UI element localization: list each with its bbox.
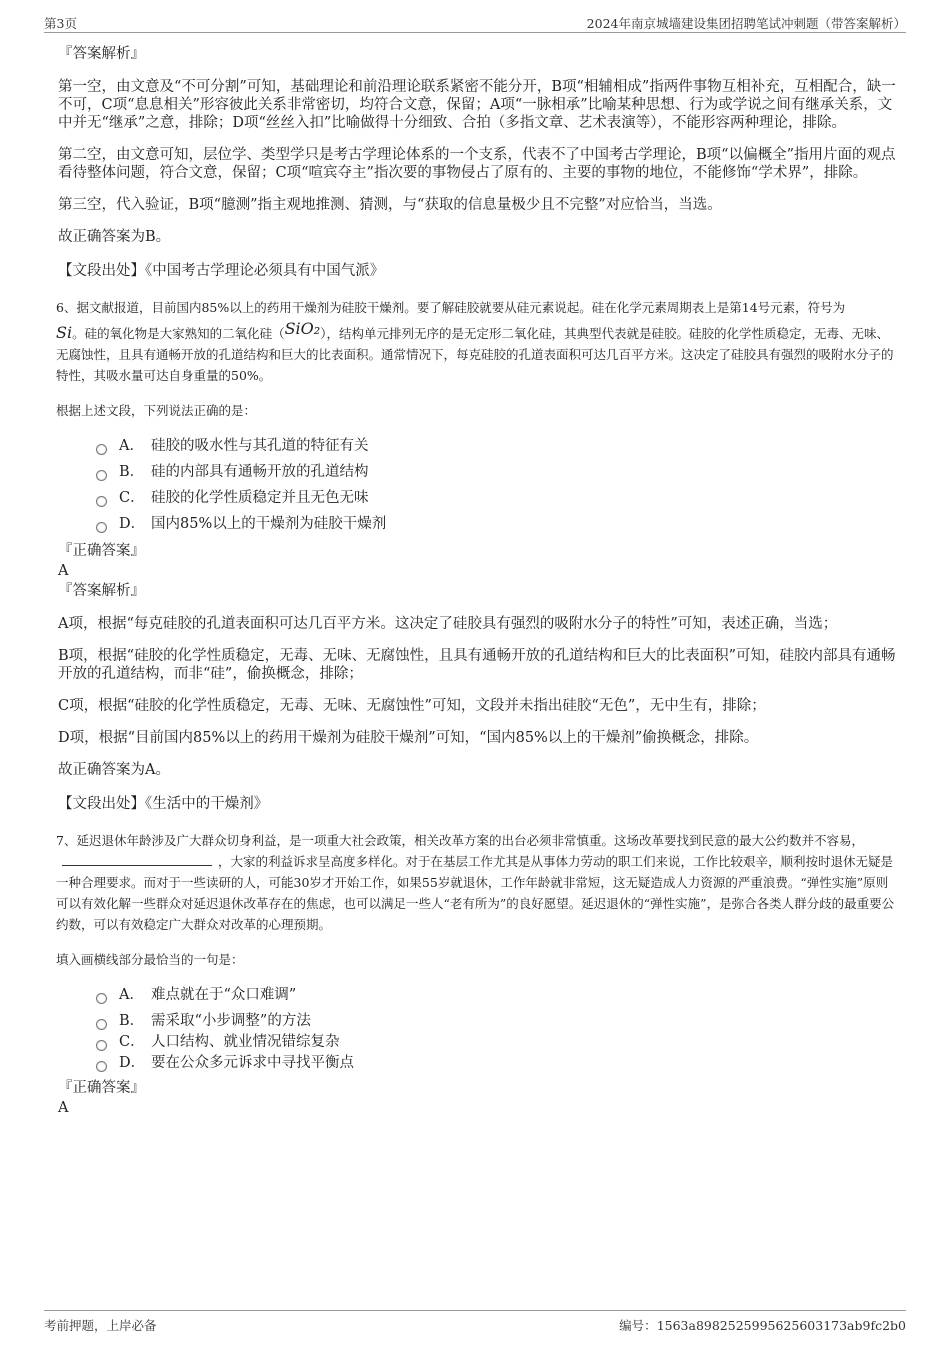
q7-option-d[interactable] — [96, 1050, 898, 1076]
option-label: A． — [119, 438, 144, 454]
q6-text-c: ），结构单元排列无序的是无定形二氧化硅，其典型代表就是硅胶。硅胶的化学性质稳定，无毒、无味、无腐蚀性，且具有通畅开放的孔道结构和巨大的比表面积。通常情况下，每克硅胶的孔道表面积可达几百平方米。这决定了硅胶具有强烈的吸附水分子的特性，其吸水量可达自身重量的50%。 — [56, 326, 894, 383]
q6-analysis-paragraph: C项，根据“硅胶的化学性质稳定，无毒、无味、无腐蚀性”可知，文段并未指出硅胶“无色”，无中生有，排除； — [58, 698, 766, 714]
sio2-formula: SiO₂ — [284, 319, 321, 338]
option-text: 硅胶的化学性质稳定并且无色无味 — [151, 490, 369, 506]
option-text: 需采取“小步调整”的方法 — [151, 1013, 311, 1029]
option-text: 国内85%以上的干燥剂为硅胶干燥剂 — [151, 516, 387, 532]
q7-correct-label: 『正确答案』 — [58, 1080, 145, 1096]
q7-options — [96, 982, 898, 1076]
option-label: B． — [119, 1013, 145, 1029]
q6-analysis-conclusion: 故正确答案为A。 — [58, 762, 170, 778]
q7-option-a[interactable] — [96, 982, 898, 1008]
radio-icon[interactable] — [96, 1040, 107, 1051]
q7-option-b[interactable] — [96, 1008, 898, 1034]
option-text: 硅胶的吸水性与其孔道的特征有关 — [151, 438, 369, 454]
si-symbol: Si — [56, 323, 73, 342]
q6-text-a: 6、据文献报道，目前国内85%以上的药用干燥剂为硅胶干燥剂。要了解硅胶就要从硅元素说起。硅在化学元素周期表上是第14号元素，符号为 — [56, 300, 846, 315]
q5-analysis-conclusion: 故正确答案为B。 — [58, 229, 171, 245]
option-label: D． — [119, 1055, 146, 1071]
q6-option-c[interactable] — [96, 485, 898, 511]
document-title: 2024年南京城墙建设集团招聘笔试冲刺题（带答案解析） — [586, 16, 906, 31]
q6-options — [96, 433, 898, 537]
q6-prompt: 根据上述文段，下列说法正确的是： — [56, 403, 257, 418]
q6-source: 【文段出处】《生活中的干燥剂》 — [58, 796, 269, 812]
option-label: A． — [119, 987, 144, 1003]
option-text: 硅的内部具有通畅开放的孔道结构 — [151, 464, 369, 480]
q5-analysis-paragraph: 第二空，由文意可知，层位学、类型学只是考古学理论体系的一个支系，代表不了中国考古学理论，B项“以偏概全”指用片面的观点看待整体问题，符合文意，保留；C项“喧宾夺主”指次要的事物侵占了原有的、主要的事物的地位，不能修饰“学术界”，排除。 — [58, 147, 896, 181]
q7-option-c[interactable] — [96, 1034, 898, 1050]
option-label: C． — [119, 490, 145, 506]
radio-icon[interactable] — [96, 496, 107, 507]
answer-blank — [62, 853, 212, 866]
q7-text-b: ，大家的利益诉求呈高度多样化。对于在基层工作尤其是从事体力劳动的职工们来说，工作比较艰辛，顺利按时退休无疑是一种合理要求。而对于一些读研的人，可能30岁才开始工作，如果55岁就退休，工作年龄就非常短，这无疑造成人力资源的严重浪费。“弹性实施”原则可以有效化解一些群众对延迟退休改革存在的焦虑，也可以满足一些人“老有所为”的良好愿望。延迟退休的“弹性实施”，是弥合各类人群分歧的最重要公约数，可以有效稳定广大群众对改革的心理预期。 — [56, 854, 895, 932]
q6-correct-value: A — [58, 563, 69, 579]
radio-icon[interactable] — [96, 470, 107, 481]
q7-correct-value: A — [58, 1100, 69, 1116]
q6-text-b: 。硅的氧化物是大家熟知的二氧化硅（ — [72, 326, 285, 341]
radio-icon[interactable] — [96, 444, 107, 455]
document-code — [619, 1316, 906, 1334]
option-text: 人口结构、就业情况错综复杂 — [151, 1034, 340, 1050]
page-footer — [44, 1310, 906, 1335]
q7-text-a: 7、延迟退休年龄涉及广大群众切身利益，是一项重大社会政策，相关改革方案的出台必须非常慎重。这场改革要找到民意的最大公约数并不容易， — [56, 833, 864, 848]
q6-question-text — [56, 297, 898, 386]
q6-option-a[interactable] — [96, 433, 898, 459]
q6-option-b[interactable] — [96, 459, 898, 485]
q5-analysis-paragraph: 第三空，代入验证，B项“臆测”指主观地推测、猜测，与“获取的信息量极少且不完整”对应恰当，当选。 — [58, 197, 722, 213]
q5-analysis-paragraph: 第一空，由文意及“不可分割”可知，基础理论和前沿理论联系紧密不能分开，B项“相辅相成”指两件事物互相补充，互相配合，缺一不可，C项“息息相关”形容彼此关系非常密切，均符合文意，保留；A项“一脉相承”比喻某种思想、行为或学说之间有继承关系，文中并无“继承”之意，排除；D项“丝丝入扣”比喻做得十分细致、合拍（多指文章、艺术表演等），不能形容两种理论，排除。 — [58, 79, 896, 131]
option-label: D． — [119, 516, 146, 532]
radio-icon[interactable] — [96, 522, 107, 533]
footer-slogan: 考前押题，上岸必备 — [44, 1318, 157, 1333]
page-number: 第3页 — [44, 16, 77, 31]
option-text: 要在公众多元诉求中寻找平衡点 — [151, 1055, 354, 1071]
q6-option-d[interactable] — [96, 511, 898, 537]
q6-analysis-paragraph: A项，根据“每克硅胶的孔道表面积可达几百平方米。这决定了硅胶具有强烈的吸附水分子的特性”可知，表述正确，当选； — [58, 616, 838, 632]
option-label: C． — [119, 1034, 145, 1050]
radio-icon[interactable] — [96, 993, 107, 1004]
radio-icon[interactable] — [96, 1019, 107, 1030]
q7-question-text — [56, 830, 898, 935]
q5-source: 【文段出处】《中国考古学理论必须具有中国气派》 — [58, 263, 385, 279]
q7-prompt: 填入画横线部分最恰当的一句是： — [56, 952, 244, 967]
q6-analysis-paragraph: D项，根据“目前国内85%以上的药用干燥剂为硅胶干燥剂”可知，“国内85%以上的干燥剂”偷换概念，排除。 — [58, 730, 759, 746]
q5-analysis-label: 『答案解析』 — [58, 46, 145, 62]
code-label: 编号： — [619, 1318, 657, 1333]
option-label: B． — [119, 464, 145, 480]
q6-correct-label: 『正确答案』 — [58, 543, 145, 559]
code-value: 1563a8982525995625603173ab9fc2b0 — [656, 1318, 906, 1333]
q6-analysis-label: 『答案解析』 — [58, 583, 145, 599]
radio-icon[interactable] — [96, 1061, 107, 1072]
page-content — [56, 44, 898, 1118]
page-header — [44, 12, 906, 33]
option-text: 难点就在于“众口难调” — [151, 987, 297, 1003]
q6-analysis-paragraph: B项，根据“硅胶的化学性质稳定，无毒、无味、无腐蚀性，且具有通畅开放的孔道结构和巨大的比表面积”可知，硅胶内部具有通畅开放的孔道结构，而非“硅”，偷换概念，排除； — [58, 648, 896, 682]
